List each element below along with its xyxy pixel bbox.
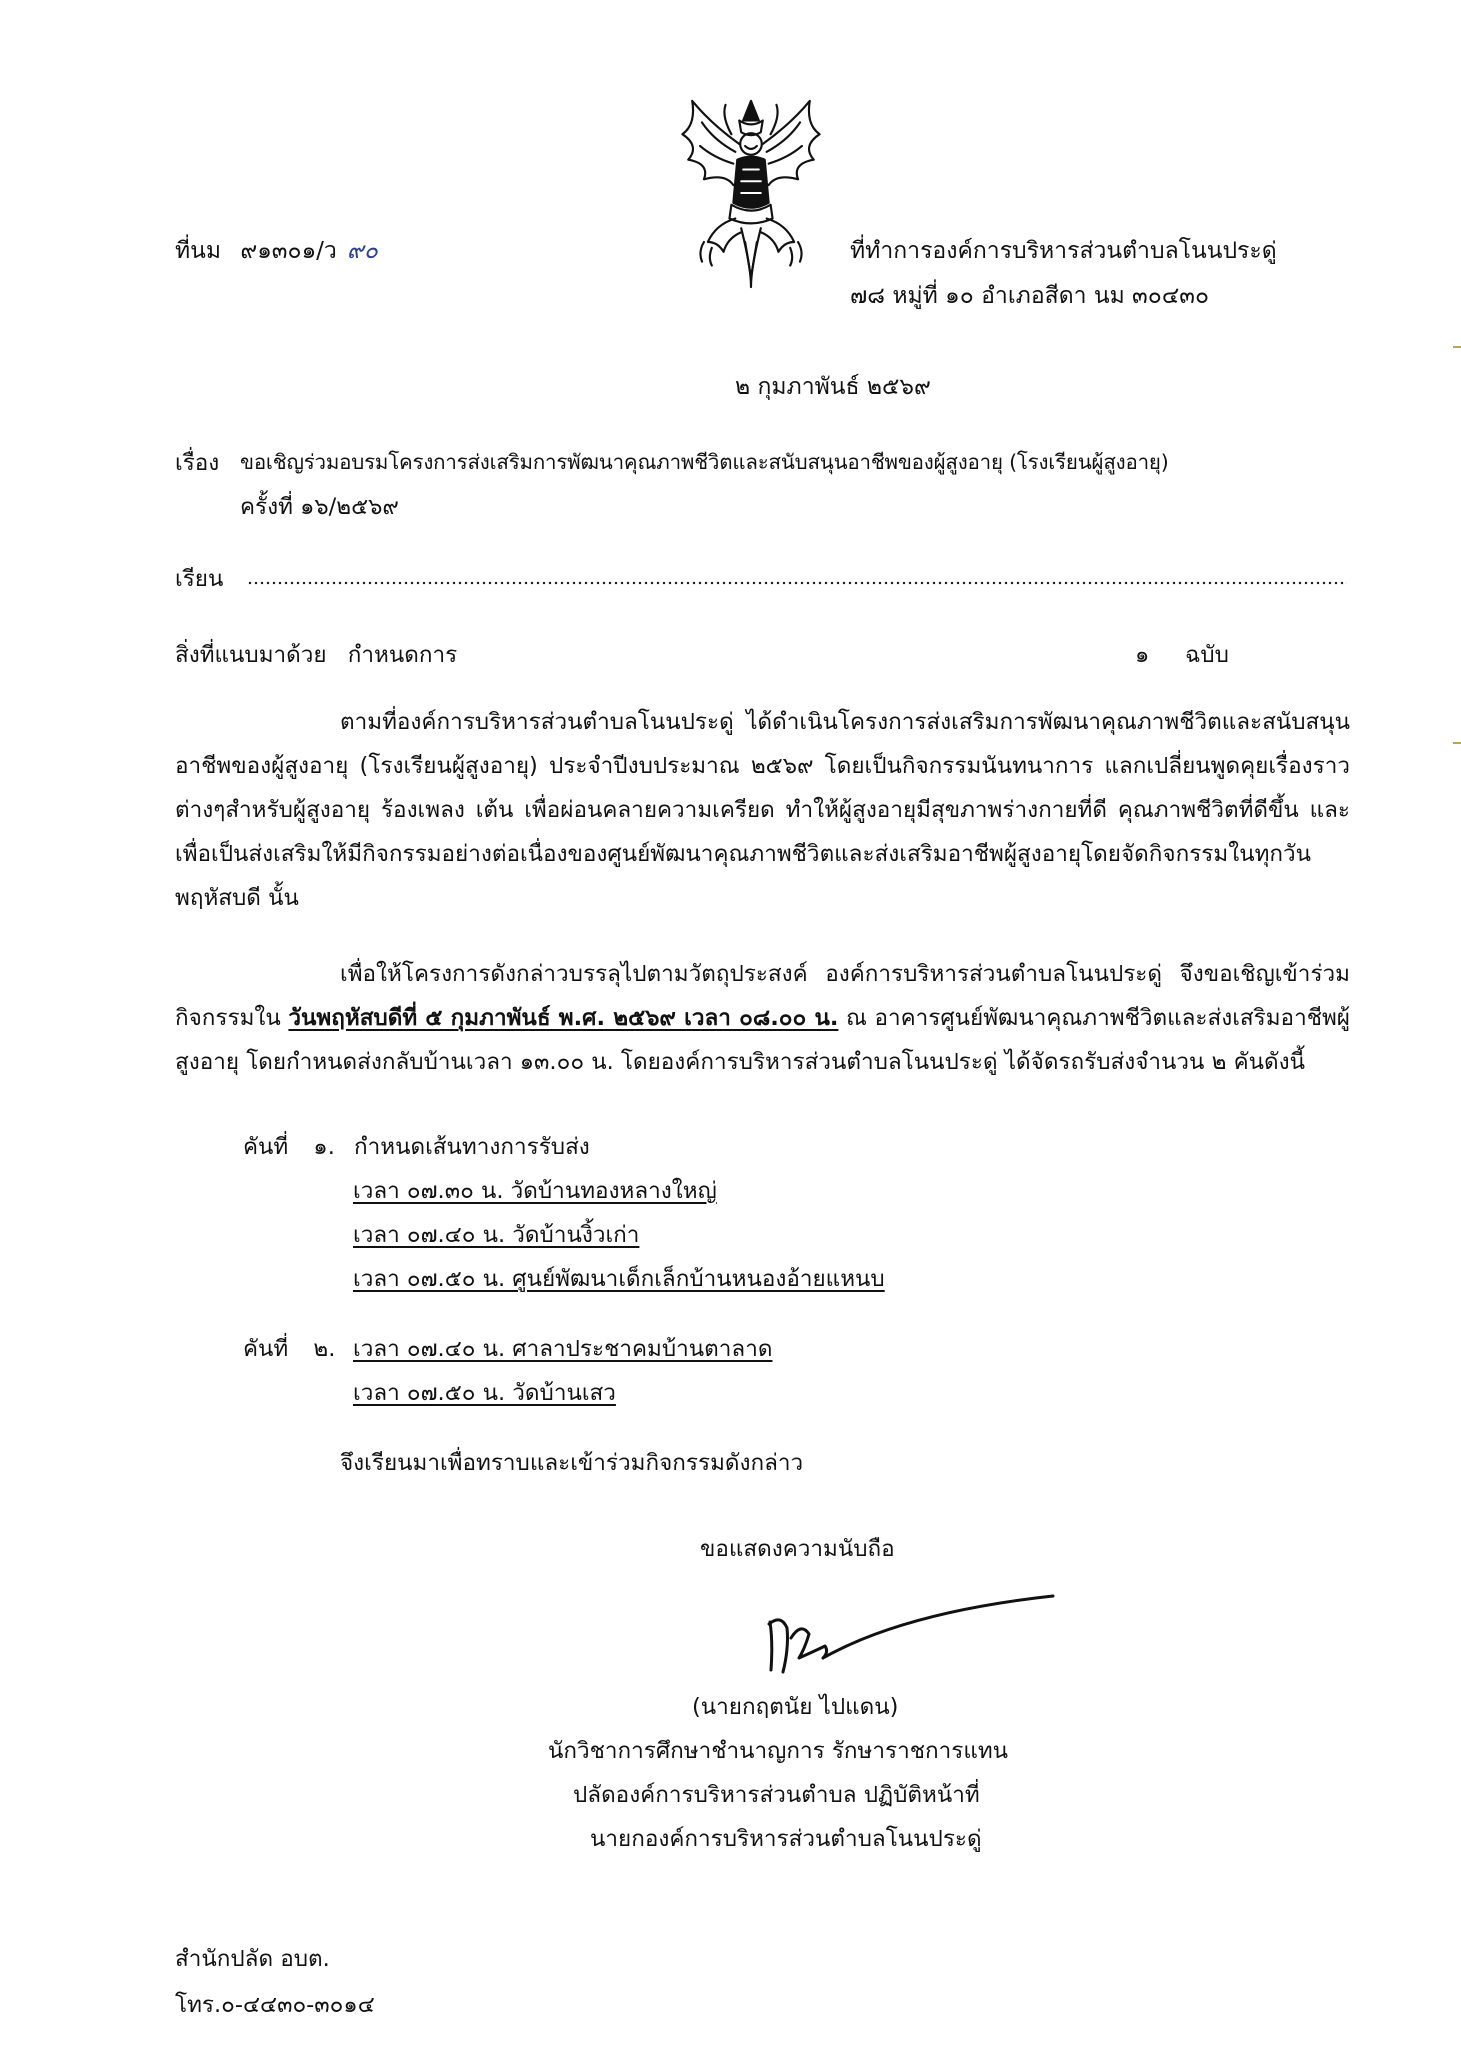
- attachment-label: สิ่งที่แนบมาด้วย: [175, 642, 327, 668]
- letter-date: ๒ กุมภาพันธ์ ๒๕๖๙: [735, 374, 931, 400]
- vehicle-2-heading: [243, 1336, 335, 1363]
- attachment-unit: ฉบับ: [1185, 642, 1229, 668]
- footer-department: สำนักปลัด อบต.: [175, 1946, 330, 1972]
- attachment-line: [175, 642, 457, 669]
- office-address-line1: ที่ทำการองค์การบริหารส่วนตำบลโนนประดู่: [850, 238, 1277, 264]
- signatory-position-2: ปลัดองค์การบริหารส่วนตำบล ปฏิบัติหน้าที่: [573, 1782, 980, 1808]
- reference-line: [175, 238, 378, 266]
- signatory-position-3: นายกองค์การบริหารส่วนตำบลโนนประดู่: [590, 1826, 982, 1852]
- garuda-emblem-icon: [652, 95, 850, 291]
- body-paragraph-2-text-start: เพื่อให้โครงการดังกล่าวบรรลุไปตามวัตถุประสงค์ องค์การบริหารส่วนตำบลโนนประดู่ จึงขอเชิญเข้าร่วมกิจกรรมใน: [175, 961, 1350, 1031]
- scan-edge-mark: [1453, 346, 1461, 348]
- subject-line2: ครั้งที่ ๑๖/๒๕๖๙: [240, 494, 399, 520]
- vehicle-1-heading: [243, 1134, 590, 1161]
- body-paragraph-1: [175, 700, 1350, 920]
- subject-line1: ขอเชิญร่วมอบรมโครงการส่งเสริมการพัฒนาคุณภาพชีวิตและสนับสนุนอาชีพของผู้สูงอายุ (โรงเรียนผู้สูงอายุ): [240, 450, 1169, 474]
- signatory-name: (นายกฤตนัย ไปแดน): [692, 1694, 899, 1720]
- subject-label: เรื่อง: [175, 450, 220, 476]
- vehicle-1-number: ๑.: [313, 1134, 335, 1160]
- vehicle-2-stop-2: เวลา ๐๗.๕๐ น. วัดบ้านเสว: [353, 1380, 616, 1406]
- vehicle-1-title: กำหนดเส้นทางการรับส่ง: [354, 1134, 590, 1160]
- vehicle-1-label: คันที่: [243, 1134, 289, 1160]
- reference-label: ที่นม: [175, 238, 222, 264]
- footer-phone: โทร.๐-๔๔๓๐-๓๐๑๔: [175, 1992, 375, 2018]
- body-paragraph-2-text-end: ณ อาคารศูนย์พัฒนาคุณภาพชีวิตและส่งเสริมอาชีพผู้สูงอายุ โดยกำหนดส่งกลับบ้านเวลา ๑๓.๐๐ น. โดยองค์การบริหารส่วนตำบลโนนประดู่ ได้จัดรถรับส่งจำนวน ๒ คันดังนี้: [175, 1005, 1350, 1075]
- attachment-count: ๑: [1135, 642, 1150, 668]
- closing-salutation: ขอแสดงความนับถือ: [700, 1536, 895, 1562]
- vehicle-1-stop-3: เวลา ๐๗.๕๐ น. ศูนย์พัฒนาเด็กเล็กบ้านหนองอ้ายแหนบ: [353, 1266, 885, 1292]
- body-paragraph-1-text: ตามที่องค์การบริหารส่วนตำบลโนนประดู่ ได้ดำเนินโครงการส่งเสริมการพัฒนาคุณภาพชีวิตและสนับสนุนอาชีพของผู้สูงอายุ (โรงเรียนผู้สูงอายุ) ประจำปีงบประมาณ ๒๕๖๙ โดยเป็นกิจกรรมนันทนาการ แลกเปลี่ยนพูดคุยเรื่องราวต่างๆสำหรับผู้สูงอายุ ร้องเพลง เต้น เพื่อผ่อนคลายความเครียด ทำให้ผู้สูงอายุมีสุขภาพร่างกายที่ดี คุณภาพชีวิตที่ดีขึ้น และเพื่อเป็นส่งเสริมให้มีกิจกรรมอย่างต่อเนื่องของศูนย์พัฒนาคุณภาพชีวิตและส่งเสริมอาชีพผู้สูงอายุโดยจัดกิจกรรมในทุกวันพฤหัสบดี นั้น: [175, 709, 1350, 911]
- signatory-position-1: นักวิชาการศึกษาชำนาญการ รักษาราชการแทน: [548, 1738, 1009, 1764]
- reference-handwritten-number: ๙๐: [346, 238, 378, 264]
- event-date-highlight: วันพฤหัสบดีที่ ๕ กุมภาพันธ์ พ.ศ. ๒๕๖๙ เวลา ๐๘.๐๐ น.: [288, 1005, 839, 1031]
- scan-edge-mark: [1453, 742, 1461, 744]
- vehicle-2-stop-1: เวลา ๐๗.๔๐ น. ศาลาประชาคมบ้านตาลาด: [353, 1336, 773, 1362]
- reference-number: ๙๑๓๐๑/ว: [240, 238, 337, 264]
- vehicle-1-stop-2: เวลา ๐๗.๔๐ น. วัดบ้านงิ้วเก่า: [353, 1222, 640, 1248]
- vehicle-2-number: ๒.: [313, 1336, 336, 1362]
- handwritten-signature: [765, 1592, 1065, 1692]
- vehicle-1-stop-1: เวลา ๐๗.๓๐ น. วัดบ้านทองหลางใหญ่: [353, 1178, 717, 1204]
- recipient-label: เรียน: [175, 566, 224, 592]
- closing-statement: จึงเรียนมาเพื่อทราบและเข้าร่วมกิจกรรมดังกล่าว: [340, 1450, 804, 1476]
- body-paragraph-2: [175, 952, 1350, 1084]
- office-address-line2: ๗๘ หมู่ที่ ๑๐ อำเภอสีดา นม ๓๐๔๓๐: [850, 283, 1209, 309]
- recipient-dotted-line: [247, 580, 1347, 586]
- attachment-item: กำหนดการ: [347, 642, 458, 668]
- vehicle-2-label: คันที่: [243, 1336, 289, 1362]
